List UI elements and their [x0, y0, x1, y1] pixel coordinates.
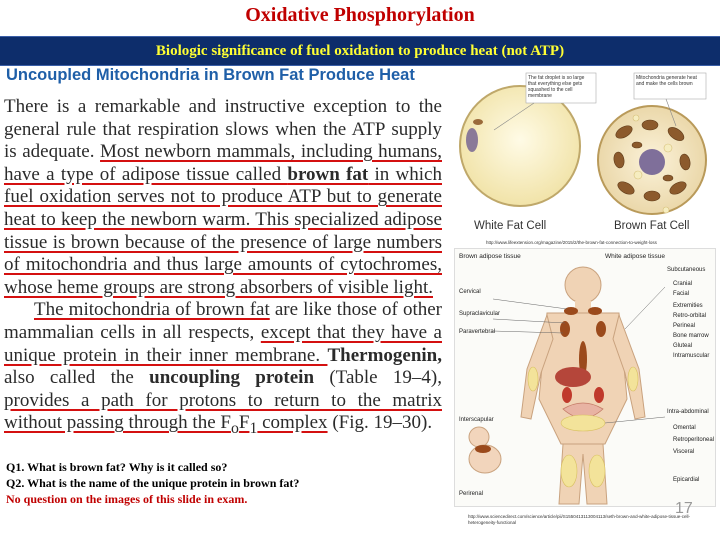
white-cell-mitochondrion	[473, 119, 483, 125]
anatomy-image-source: http://www.sciencedirect.com/science/article/pii/S1550413113004113/seth-brown-and-white-adipose-tissue-cell-heterogeneity-functional	[468, 514, 690, 525]
white-label-10: Omental	[673, 425, 696, 431]
white-label-2: Facial	[673, 291, 690, 297]
brown-fat-cell-label: Brown Fat Cell	[614, 220, 690, 232]
white-label-6: Bone marrow	[673, 333, 709, 339]
uncoupling-protein-term: uncoupling protein	[149, 367, 315, 389]
white-cell-callout: The fat droplet is so large that everything else gets squashed to the cell membrane	[528, 75, 585, 99]
kidney-right	[594, 387, 604, 403]
head-shape	[565, 267, 601, 303]
p2-underlined-a: The mitochondria of brown fat	[34, 299, 270, 321]
paragraph-2: The mitochondria of brown fat are like those of other mammalian cells in all respects, except that they have a unique protein in their inner membrane. Thermogenin, also called the uncoupling protein (Table 19–4), provides a path for protons to return to the matrix without passing through the $F_oF_1$ complex (Fig. 19–30).	[4, 299, 443, 438]
brown-label-interscapular: Interscapular	[459, 417, 494, 423]
question-1: Q1. What is brown fat? Why is it called so?	[6, 460, 228, 474]
p1-intro: There is a remarkable and instructive exception to the general rule that respiration slows when the ATP supply is adequate.	[4, 96, 442, 163]
paragraph-1	[4, 96, 442, 299]
p2-underlined-c: provides a path for protons to return to the matrix without passing through the $F_oF_1$ complex	[4, 389, 442, 438]
brown-label-perirenal: Perirenal	[459, 491, 484, 497]
white-adipose-header: White adipose tissue	[605, 253, 665, 260]
white-fat-cell-label: White Fat Cell	[474, 220, 547, 232]
anatomy-drawing	[455, 249, 715, 506]
brown-label-cervical: Cervical	[459, 289, 481, 295]
infant-figure	[469, 427, 501, 473]
p2-underlined-b: except that they have a unique protein in their inner membrane.	[4, 321, 442, 366]
exam-note: No question on the images of this slide in exam.	[6, 492, 248, 506]
liver-shape	[555, 367, 591, 387]
brown-cell-nucleus	[639, 149, 665, 175]
brown-fat-term: brown fat	[287, 163, 369, 185]
textbook-heading: Uncoupled Mitochondria in Brown Fat Produce Heat	[6, 66, 415, 84]
slide-title: Oxidative Phosphorylation	[245, 4, 475, 26]
slide-number: 17	[675, 500, 693, 517]
white-fat-cell	[460, 86, 580, 206]
white-label-7: Gluteal	[673, 343, 693, 349]
white-label-12: Visceral	[673, 449, 695, 455]
subtitle-banner: Biologic significance of fuel oxidation to produce heat (not ATP)	[0, 36, 720, 66]
white-label-11: Retroperitoneal	[673, 437, 715, 443]
white-label-9: Intra-abdominal	[667, 409, 709, 415]
white-cell-nucleus	[466, 128, 478, 152]
adipose-anatomy-diagram	[454, 248, 716, 507]
p1-underlined: Most newborn mammals, including humans, have a type of adipose tissue called brown fat in which fuel oxidation serves not to produce ATP but to generate heat to keep the newborn warm. This specialized adipose tissue is brown because of the presence of large numbers of mitochondria and thus large amounts of cytochromes, whose heme groups are strong absorbers of visible light.	[4, 141, 442, 298]
fat-cells-illustration	[454, 70, 718, 240]
white-label-3: Extremities	[673, 303, 703, 309]
question-2: Q2. What is the name of the unique protein in brown fat?	[6, 476, 300, 490]
white-label-8: Intramuscular	[673, 353, 710, 359]
kidney-left	[562, 387, 572, 403]
thermogenin-term: Thermogenin,	[327, 344, 442, 366]
brown-label-supraclavicular: Supraclavicular	[459, 311, 501, 317]
white-label-0: Subcutaneous	[667, 267, 706, 273]
brown-label-paravertebral: Paravertebral	[459, 329, 496, 335]
white-label-13: Epicardial	[673, 477, 700, 483]
white-label-5: Perineal	[673, 323, 696, 329]
white-label-4: Retro-orbital	[673, 313, 707, 319]
white-label-1: Cranial	[673, 281, 693, 287]
cells-image-source: http://www.lifeextension.org/magazine/2015/2/the-brown-fat-connection-to-weight-loss	[486, 240, 657, 245]
textbook-excerpt	[4, 96, 442, 441]
brown-cell-callout: Mitochondria generate heat and make the cells brown	[636, 75, 697, 87]
brown-adipose-header: Brown adipose tissue	[459, 253, 521, 260]
questions-block	[6, 459, 446, 507]
